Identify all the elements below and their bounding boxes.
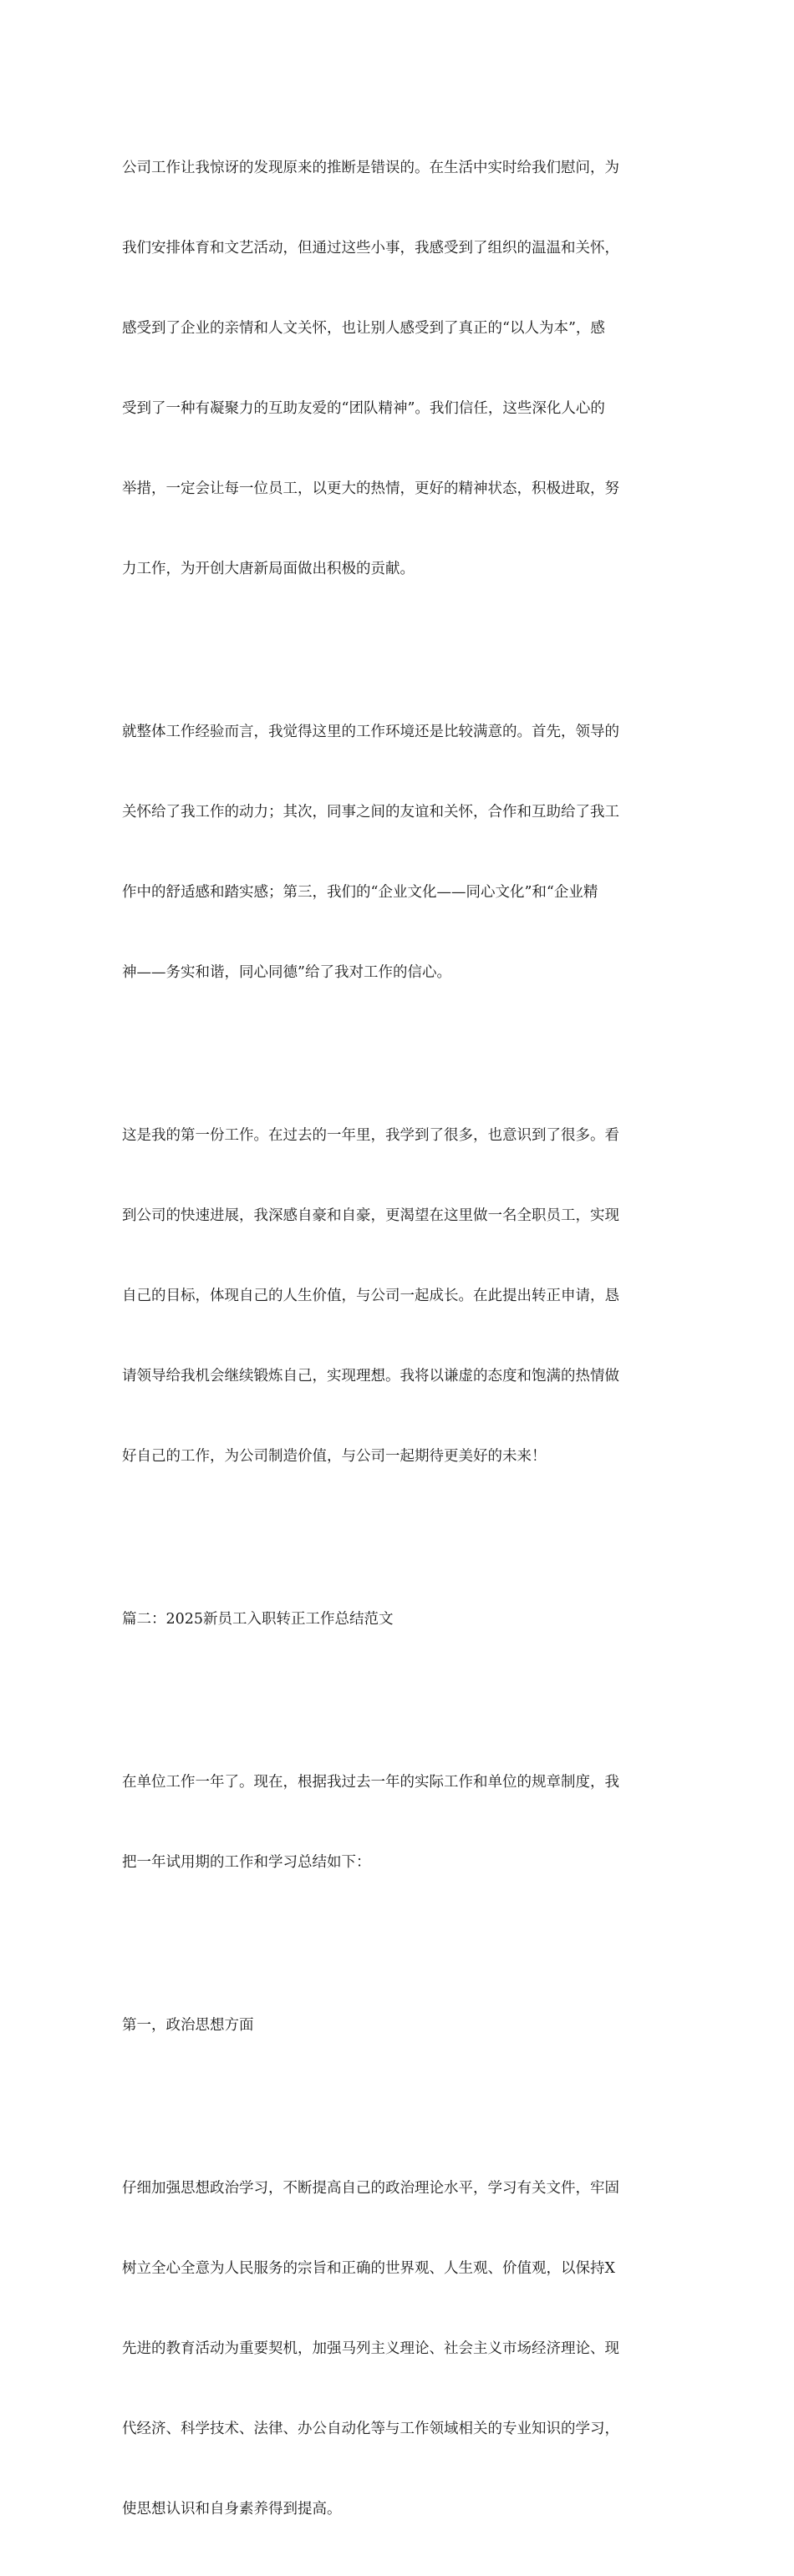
- paragraph-political-study: [122, 2121, 674, 2576]
- text-line: 请领导给我机会继续锻炼自己，实现理想。我将以谦虚的态度和饱满的热情做: [122, 1368, 619, 1385]
- text-line: 使思想认识和自身素养得到提高。: [122, 2501, 342, 2518]
- text-line: 感受到了企业的亲情和人文关怀，也让别人感受到了真正的“以人为本”，感: [122, 320, 605, 337]
- text-line: 到公司的快速进展，我深感自豪和自豪，更渴望在这里做一名全职员工，实现: [122, 1207, 619, 1224]
- section-heading-article-two: [122, 1552, 674, 1686]
- section-heading-political-thought: [122, 1959, 674, 2092]
- text-line: 先进的教育活动为重要契机，加强马列主义理论、社会主义市场经济理论、现: [122, 2340, 619, 2357]
- text-line: 代经济、科学技术、法律、办公自动化等与工作领域相关的专业知识的学习，: [122, 2421, 619, 2437]
- text-line: 举措，一定会让每一位员工，以更大的热情，更好的精神状态，积极进取，努: [122, 480, 619, 497]
- paragraph-one-year-summary: [122, 1715, 674, 1929]
- document-body: [122, 101, 674, 2576]
- text-line: 我们安排体育和文艺活动，但通过这些小事，我感受到了组织的温温和关怀，: [122, 240, 619, 257]
- text-line: 这是我的第一份工作。在过去的一年里，我学到了很多，也意识到了很多。看: [122, 1127, 619, 1144]
- text-line: 关怀给了我工作的动力；其次，同事之间的友谊和关怀，合作和互助给了我工: [122, 804, 619, 821]
- text-line: 力工作，为开创大唐新局面做出积极的贡献。: [122, 561, 415, 577]
- text-line: 第一，政治思想方面: [122, 2017, 254, 2034]
- text-line: 受到了一种有凝聚力的互助友爱的“团队精神”。我们信任，这些深化人心的: [122, 400, 605, 417]
- text-line: 在单位工作一年了。现在，根据我过去一年的实际工作和单位的规章制度，我: [122, 1774, 619, 1791]
- text-line: 好自己的工作，为公司制造价值，与公司一起期待更美好的未来！: [122, 1448, 547, 1465]
- text-line: 自己的目标，体现自己的人生价值，与公司一起成长。在此提出转正申请，恳: [122, 1288, 619, 1304]
- text-line: 神——务实和谐，同心同德”给了我对工作的信心。: [122, 964, 451, 981]
- text-line: 篇二：2025新员工入职转正工作总结范文: [122, 1611, 394, 1628]
- text-line: 树立全心全意为人民服务的宗旨和正确的世界观、人生观、价值观，以保持X: [122, 2260, 615, 2277]
- text-line: 就整体工作经验而言，我觉得这里的工作环境还是比较满意的。首先，领导的: [122, 724, 619, 740]
- paragraph-first-job: [122, 1069, 674, 1523]
- text-line: 公司工作让我惊讶的发现原来的推断是错误的。在生活中实时给我们慰问，为: [122, 160, 619, 176]
- text-line: 仔细加强思想政治学习，不断提高自己的政治理论水平，学习有关文件，牢固: [122, 2180, 619, 2197]
- paragraph-work-environment: [122, 665, 674, 1039]
- text-line: 作中的舒适感和踏实感；第三，我们的“企业文化——同心文化”和“企业精: [122, 884, 598, 901]
- paragraph-company-care: [122, 101, 674, 636]
- text-line: 把一年试用期的工作和学习总结如下：: [122, 1854, 371, 1871]
